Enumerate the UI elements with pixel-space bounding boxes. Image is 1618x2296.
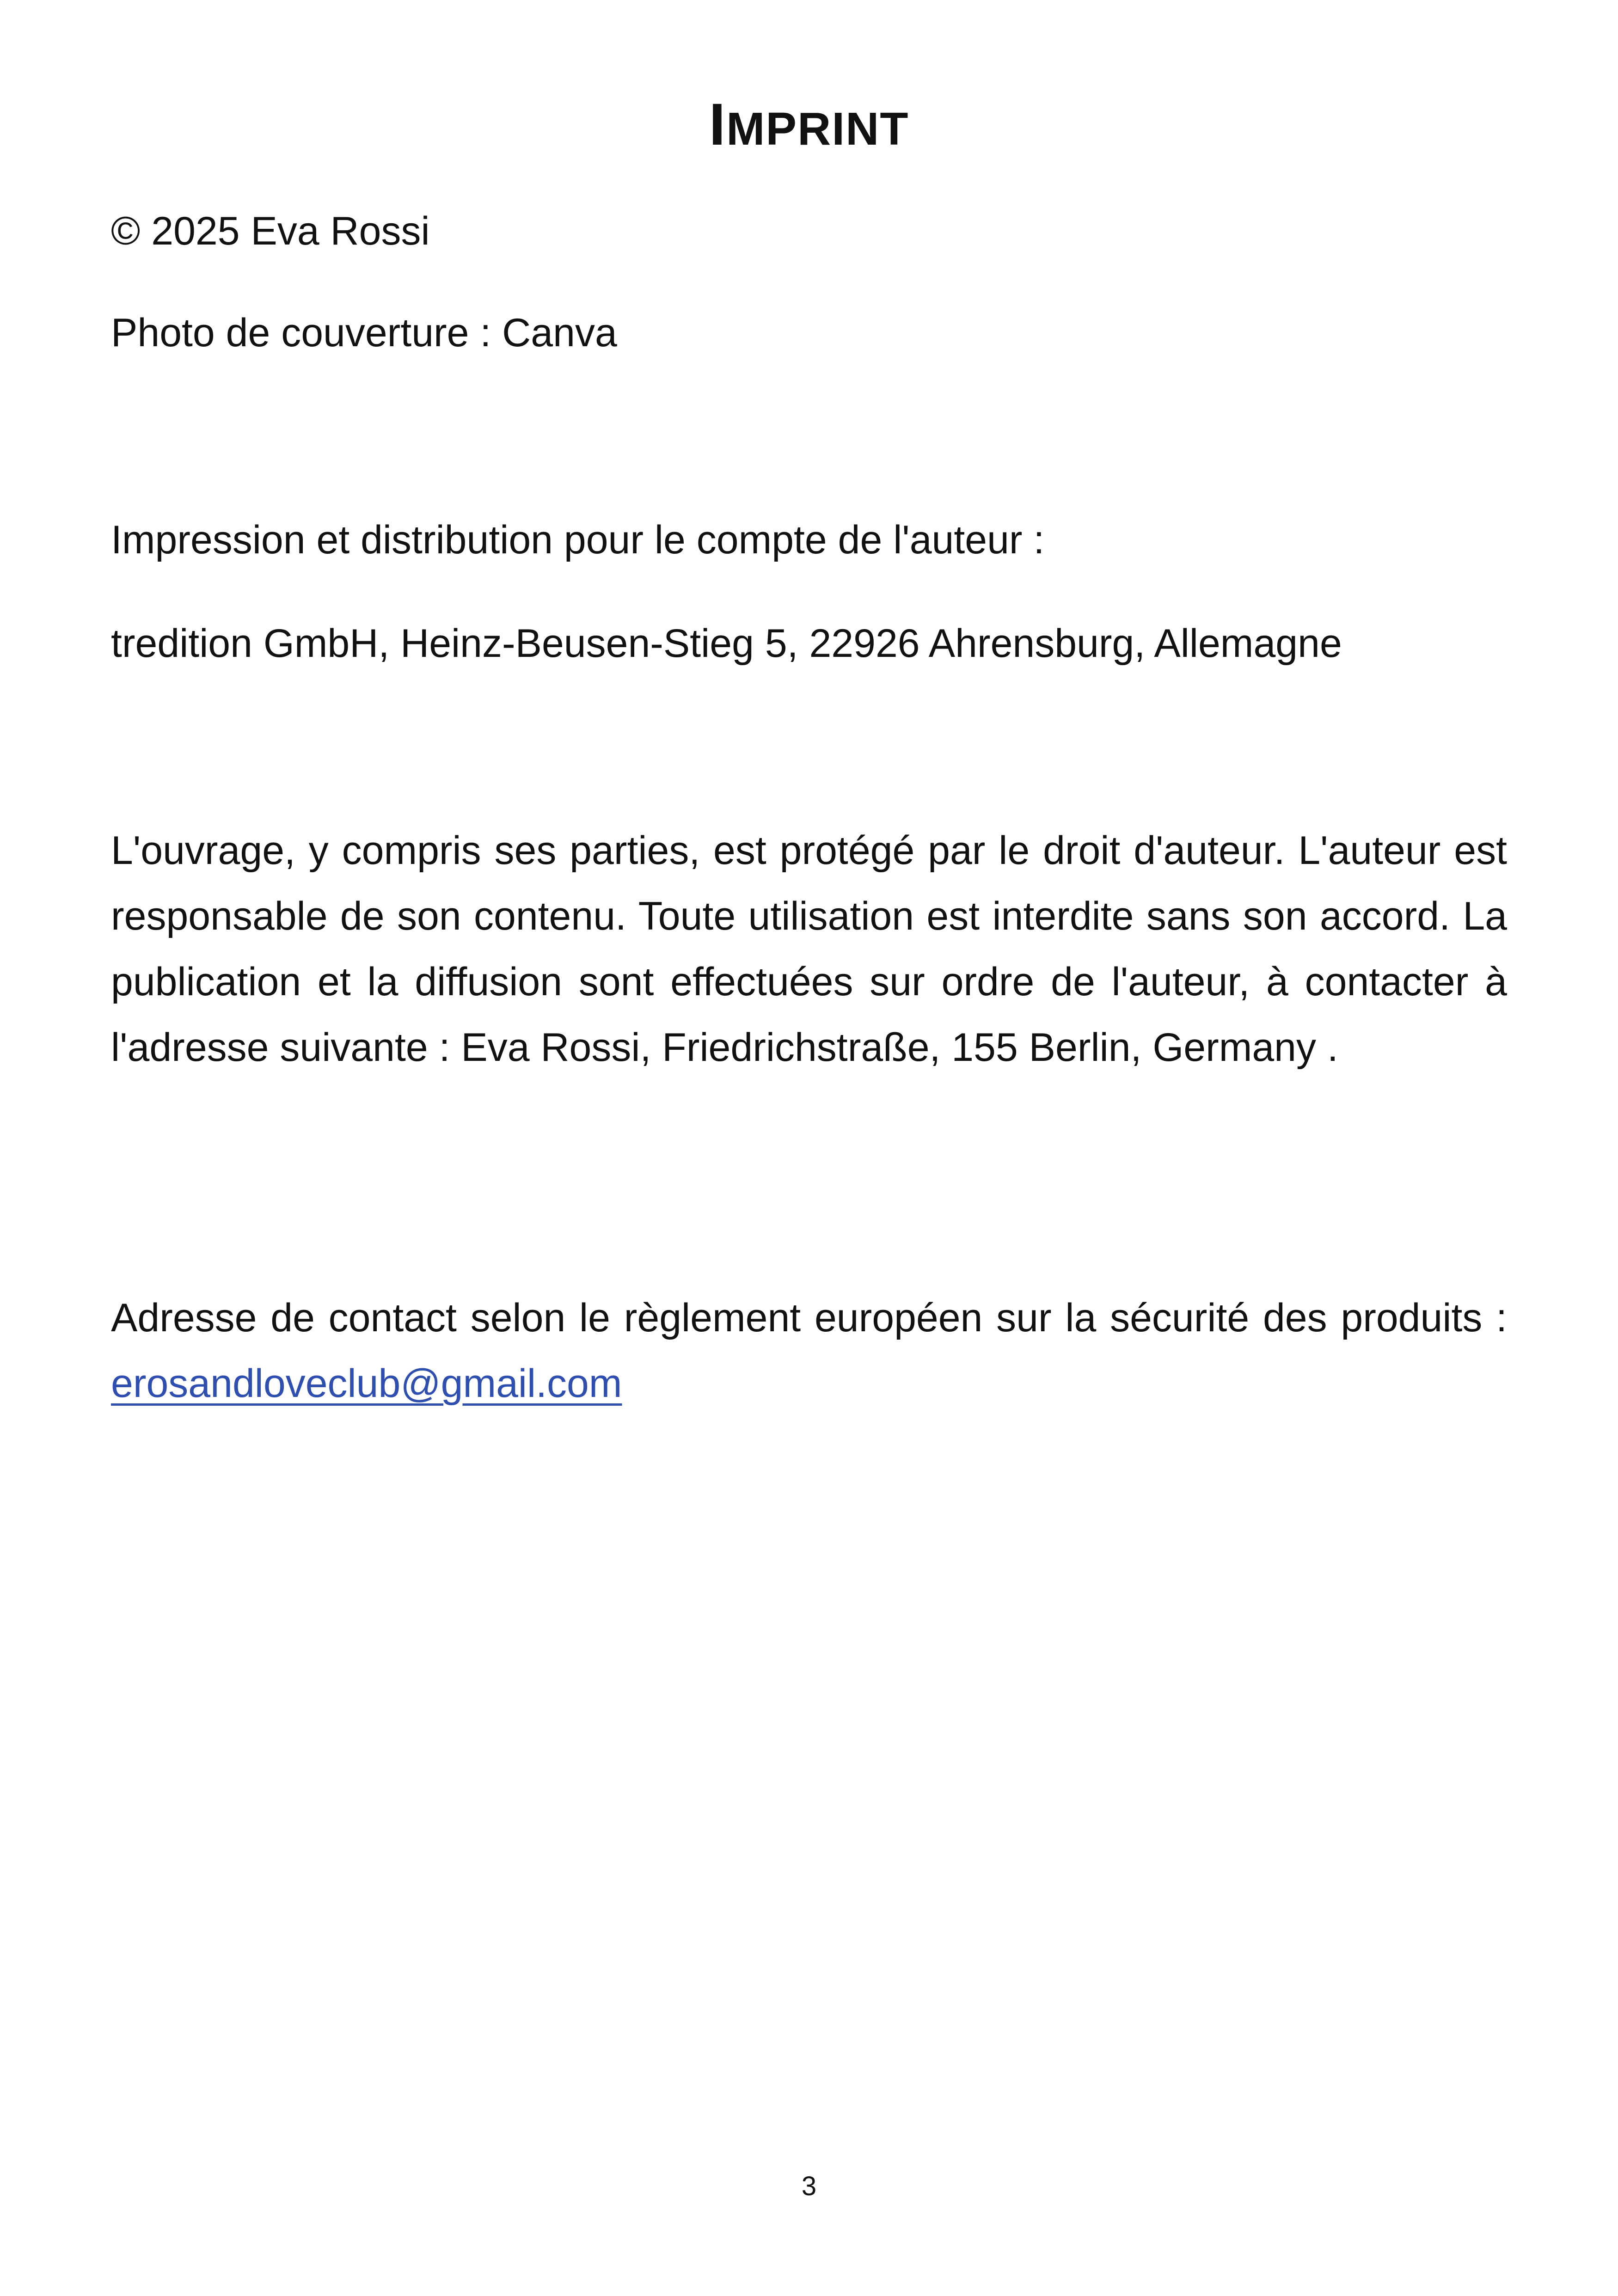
contact-prefix: Adresse de contact selon le règlement européen sur la sécurité des produits : — [111, 1296, 1507, 1340]
contact-address-paragraph — [111, 1285, 1507, 1416]
contact-email-link[interactable]: erosandloveclub@gmail.com — [111, 1361, 622, 1406]
copyright-notice: L'ouvrage, y compris ses parties, est protégé par le droit d'auteur. L'auteur est responsable de son contenu. Toute utilisation est interdite sans son accord. La publication et la diffusion sont effectuées sur ordre de l'auteur, à contacter à l'adresse suivante : Eva Rossi, Friedrichstraße, 155 Berlin, Germany . — [111, 828, 1507, 1070]
copyright-line: © 2025 Eva Rossi — [111, 209, 430, 253]
printing-distribution-label: Impression et distribution pour le compte de l'auteur : — [111, 518, 1045, 562]
cover-photo-credit: Photo de couverture : Canva — [111, 311, 617, 355]
page-number: 3 — [801, 2171, 817, 2201]
page-title-rest: MPRINT — [726, 103, 909, 155]
page-title-initial: I — [709, 92, 727, 158]
publisher-address: tredition GmbH, Heinz-Beusen-Stieg 5, 22926 Ahrensburg, Allemagne — [111, 621, 1342, 666]
page-title — [0, 88, 1618, 166]
